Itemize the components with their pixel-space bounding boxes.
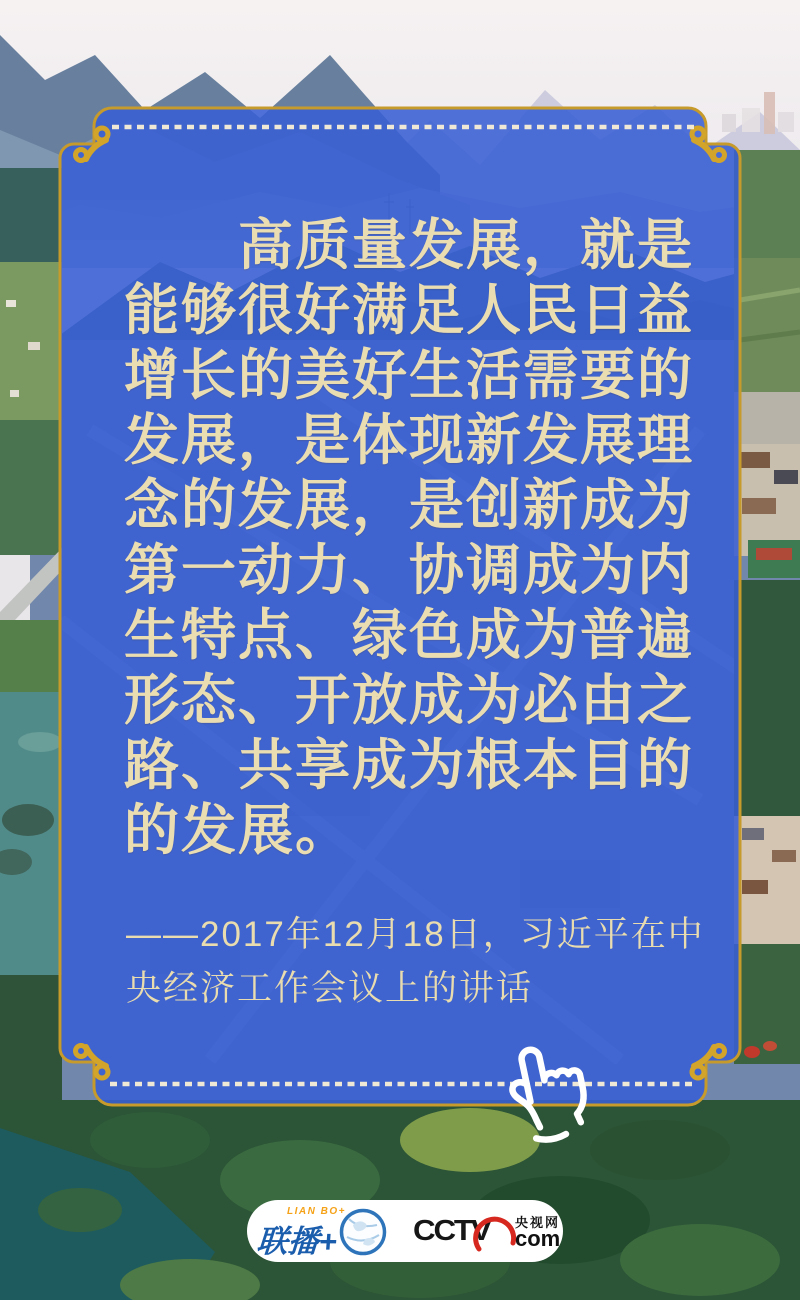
attribution-line: ——2017年12月18日，习近平在中 [126, 915, 705, 954]
lianbo-tagline: LIAN BO+ [287, 1206, 346, 1217]
quote-line: 增长的美好生活需要的 [124, 345, 695, 406]
hand-cursor-icon [492, 1032, 602, 1144]
quote-attribution [126, 908, 706, 1016]
quote-line: 能够很好满足人民日益 [124, 280, 695, 341]
quote-line: 发展，是体现新发展理 [124, 410, 695, 471]
cctv-com-logo[interactable] [413, 1204, 561, 1258]
lianbo-wordmark: 联播+ [255, 1224, 339, 1259]
footer-logo-pill [247, 1200, 563, 1262]
quote-line: 第一动力、协调成为内 [124, 540, 695, 601]
quote-line: 念的发展，是创新成为 [124, 475, 695, 536]
cctv-red-swoosh-icon [471, 1205, 519, 1257]
lianbo-plus-logo[interactable] [255, 1204, 391, 1258]
cctv-wordmark: CCTV [413, 1215, 490, 1247]
quote-line: 生特点、绿色成为普遍 [124, 605, 695, 666]
quote-line: 高质量发展，就是 [238, 215, 695, 276]
quote-line: 路、共享成为根本目的 [124, 735, 695, 796]
quote-text [124, 213, 710, 863]
cctv-site-suffix: com [515, 1226, 561, 1251]
attribution-line: 央经济工作会议上的讲话 [126, 969, 534, 1008]
quote-line: 的发展。 [124, 800, 353, 861]
quote-line: 形态、开放成为必由之 [124, 670, 695, 731]
cctv-site-name-cn: 央视网 [515, 1215, 561, 1230]
